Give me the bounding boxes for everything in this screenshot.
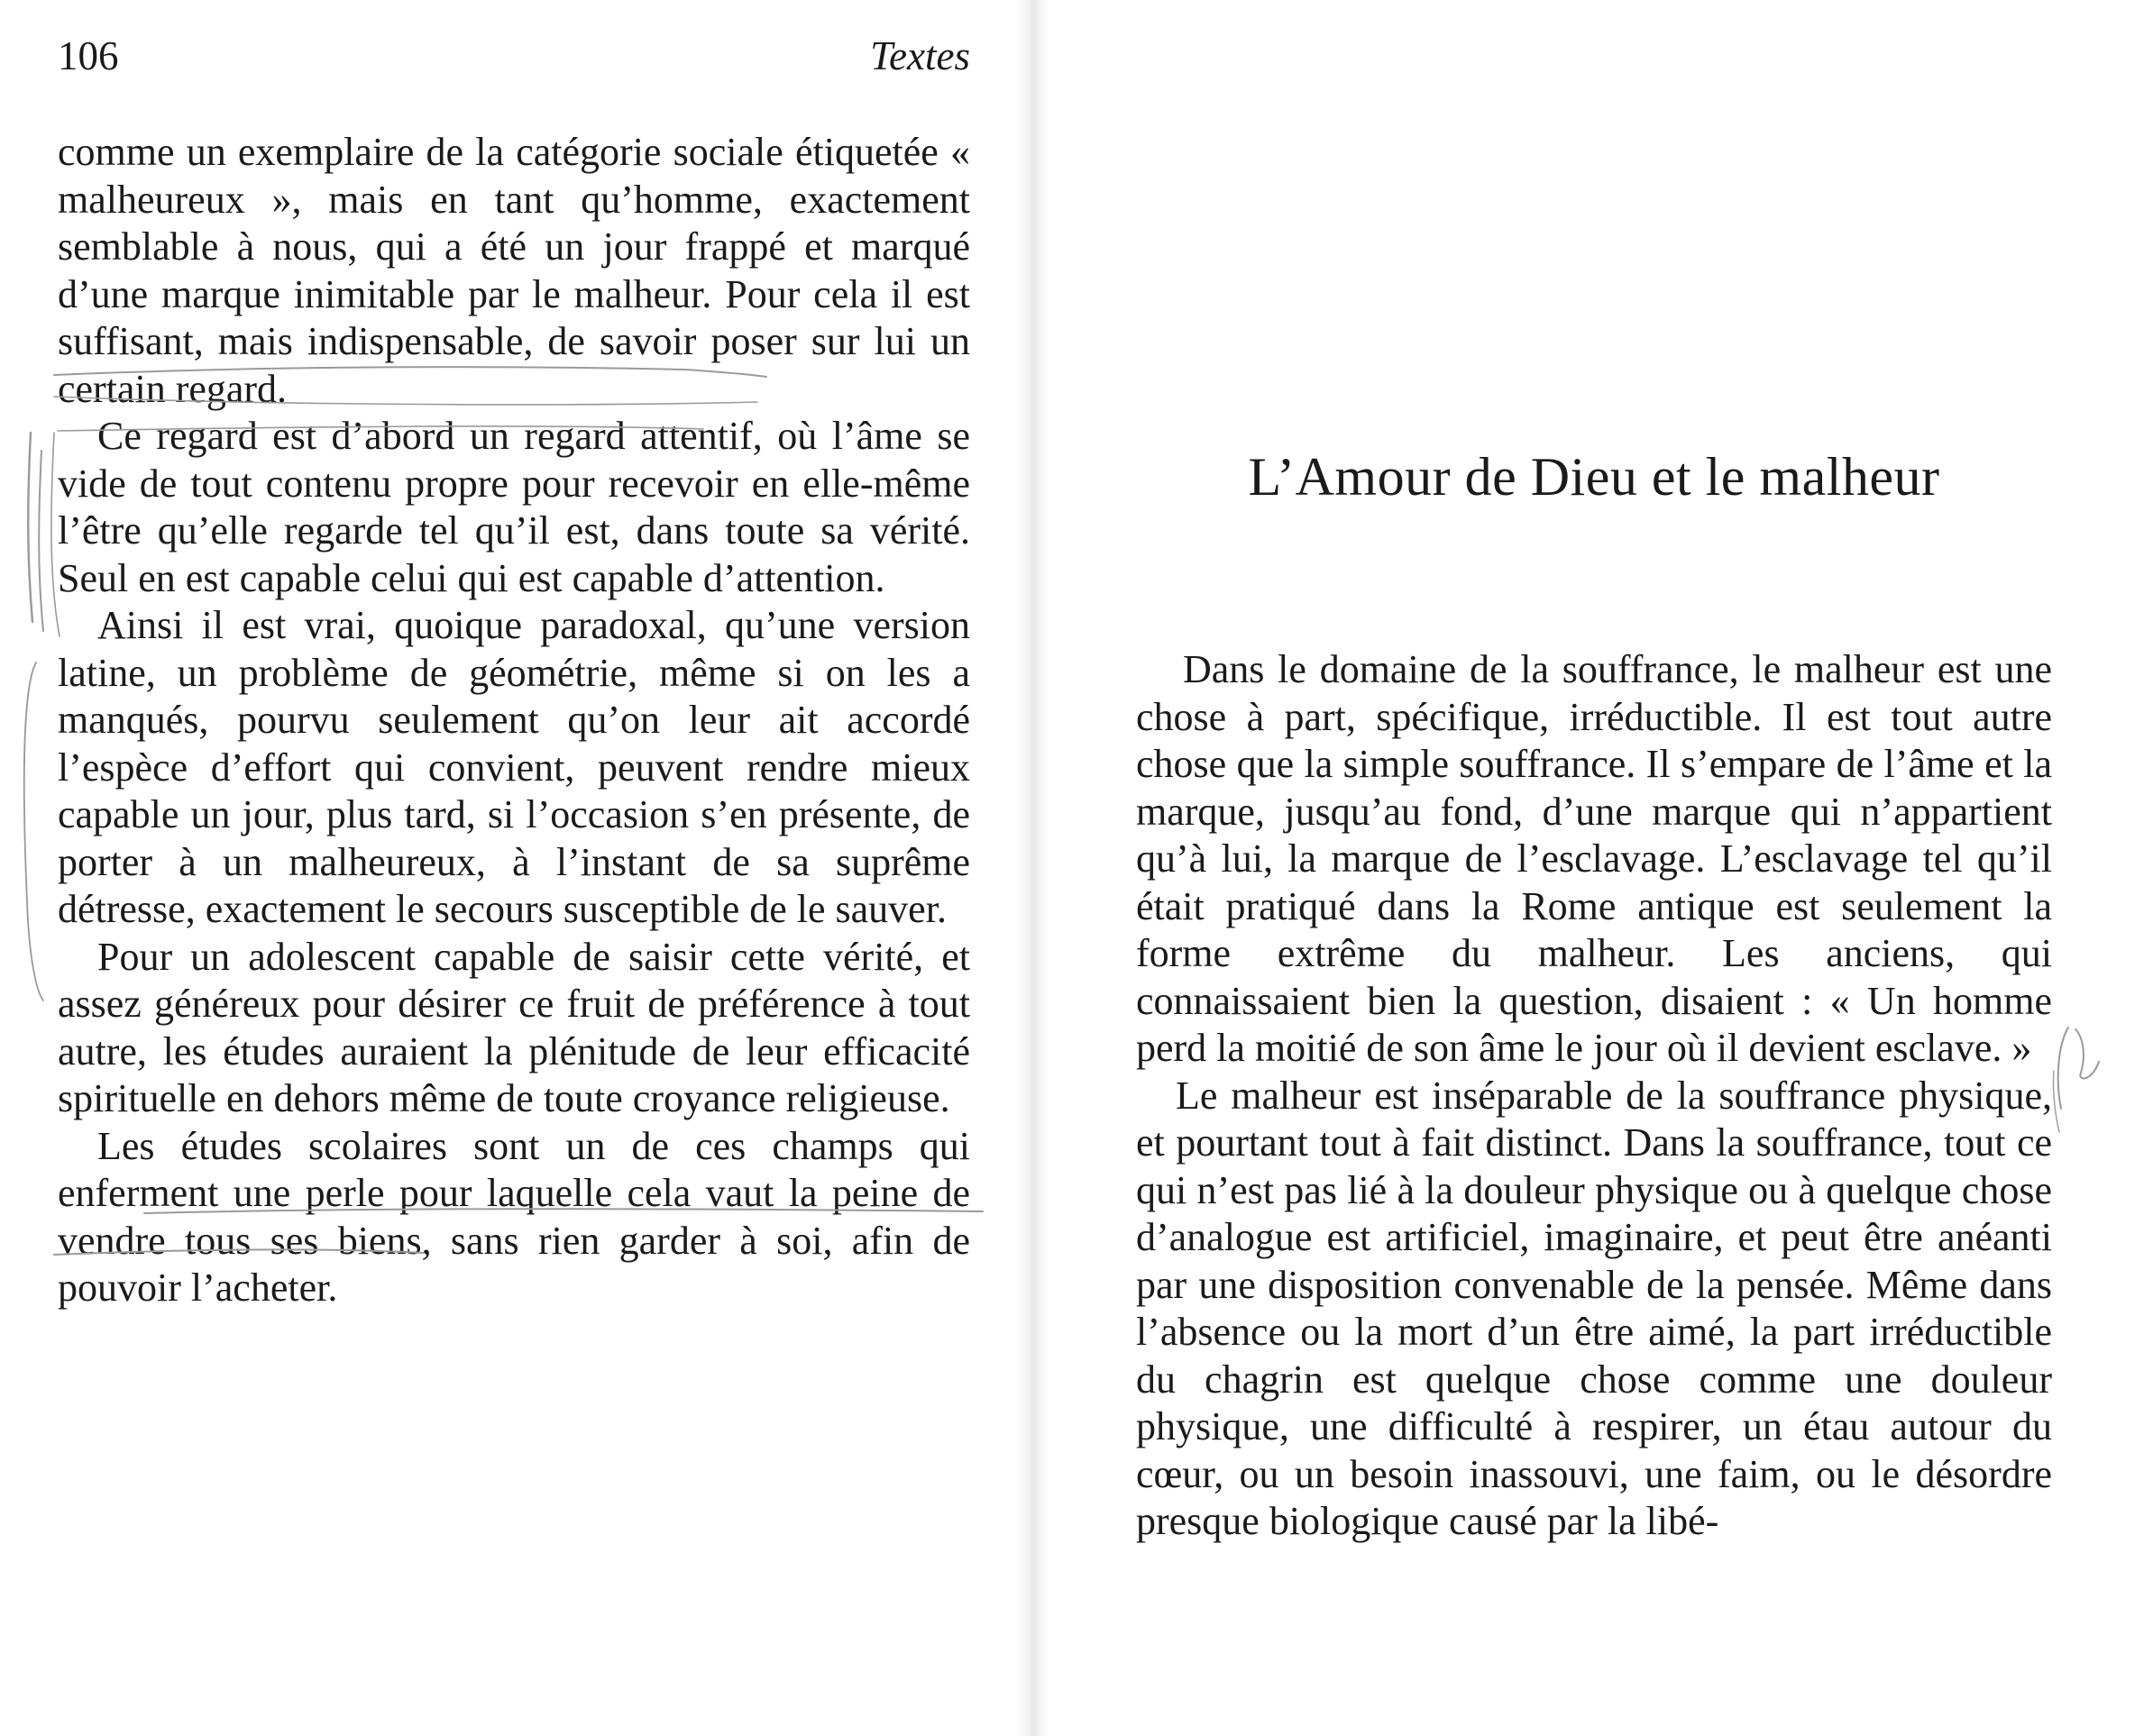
paragraph: Ainsi il est vrai, quoique paradoxal, qu’une version latine, un problème de géométrie, même si on les a manqués, pourvu seulement qu’on leur ait accordé l’espèce d’effort qui convient, peuvent rendre mieux capable un jour, plus tard, si l’occasion s’en présente, de porter à un malheureux, à l’instant de sa suprême détresse, exactement le secours susceptible de le sauver. [58,603,970,931]
left-page-body [58,129,970,1312]
running-title: Textes [870,33,970,78]
running-head [58,32,970,87]
right-page [1046,0,2144,1736]
right-page-body [1136,646,2052,1546]
page-number: 106 [58,33,119,78]
left-page [0,0,1037,1736]
chapter-title: L’Amour de Dieu et le malheur [1248,447,1940,507]
paragraph: Pour un adolescent capable de saisir cette vérité, et assez généreux pour désirer ce fruit de préférence à tout autre, les études auraient la plénitude de leur efficacité spirituelle en dehors même de toute croyance religieuse. [58,934,970,1120]
paragraph: Le malheur est inséparable de la souffrance physique, et pourtant tout à fait distinct. Dans la souffrance, tout ce qui n’est pas lié à la douleur physique ou à quelque chose d’analogue est artificiel, imaginaire, et peut être anéanti par une disposition convenable de la pensée. Même dans l’absence ou la mort d’un être aimé, la part irréductible du chagrin est quelque chose comme une douleur physique, une difficulté à respirer, un étau autour du cœur, ou un besoin inassouvi, une faim, ou le désordre presque biologique causé par la libé- [1136,1073,2052,1543]
paragraph: Ce regard est d’abord un regard attentif, où l’âme se vide de tout contenu propre pour recevoir en elle-même l’être qu’elle regarde tel qu’il est, dans toute sa vérité. Seul en est capable celui qui est capable d’attention. [58,414,970,600]
paragraph: comme un exemplaire de la catégorie sociale étiquetée « malheureux », mais en tant qu’homme, exactement semblable à nous, qui a été un jour frappé et marqué d’une marque inimitable par le malheur. Pour cela il est suffisant, mais indispensable, de savoir poser sur lui un certain regard. [58,130,970,411]
paragraph: Les études scolaires sont un de ces champs qui enferment une perle pour laquelle cela vaut la peine de vendre tous ses biens, sans rien garder à soi, afin de pouvoir l’acheter. [58,1123,970,1310]
paragraph: Dans le domaine de la souffrance, le malheur est une chose à part, spécifique, irréductible. Il est tout autre chose que la simple souffrance. Il s’empare de l’âme et la marque, jusqu’au fond, d’une marque qui n’appartient qu’à lui, la marque de l’esclavage. L’esclavage tel qu’il était pratiqué dans la Rome antique est seulement la forme extrême du malheur. Les anciens, qui connaissaient bien la question, disaient : « Un homme perd la moitié de son âme le jour où il devient esclave. » [1136,647,2052,1070]
